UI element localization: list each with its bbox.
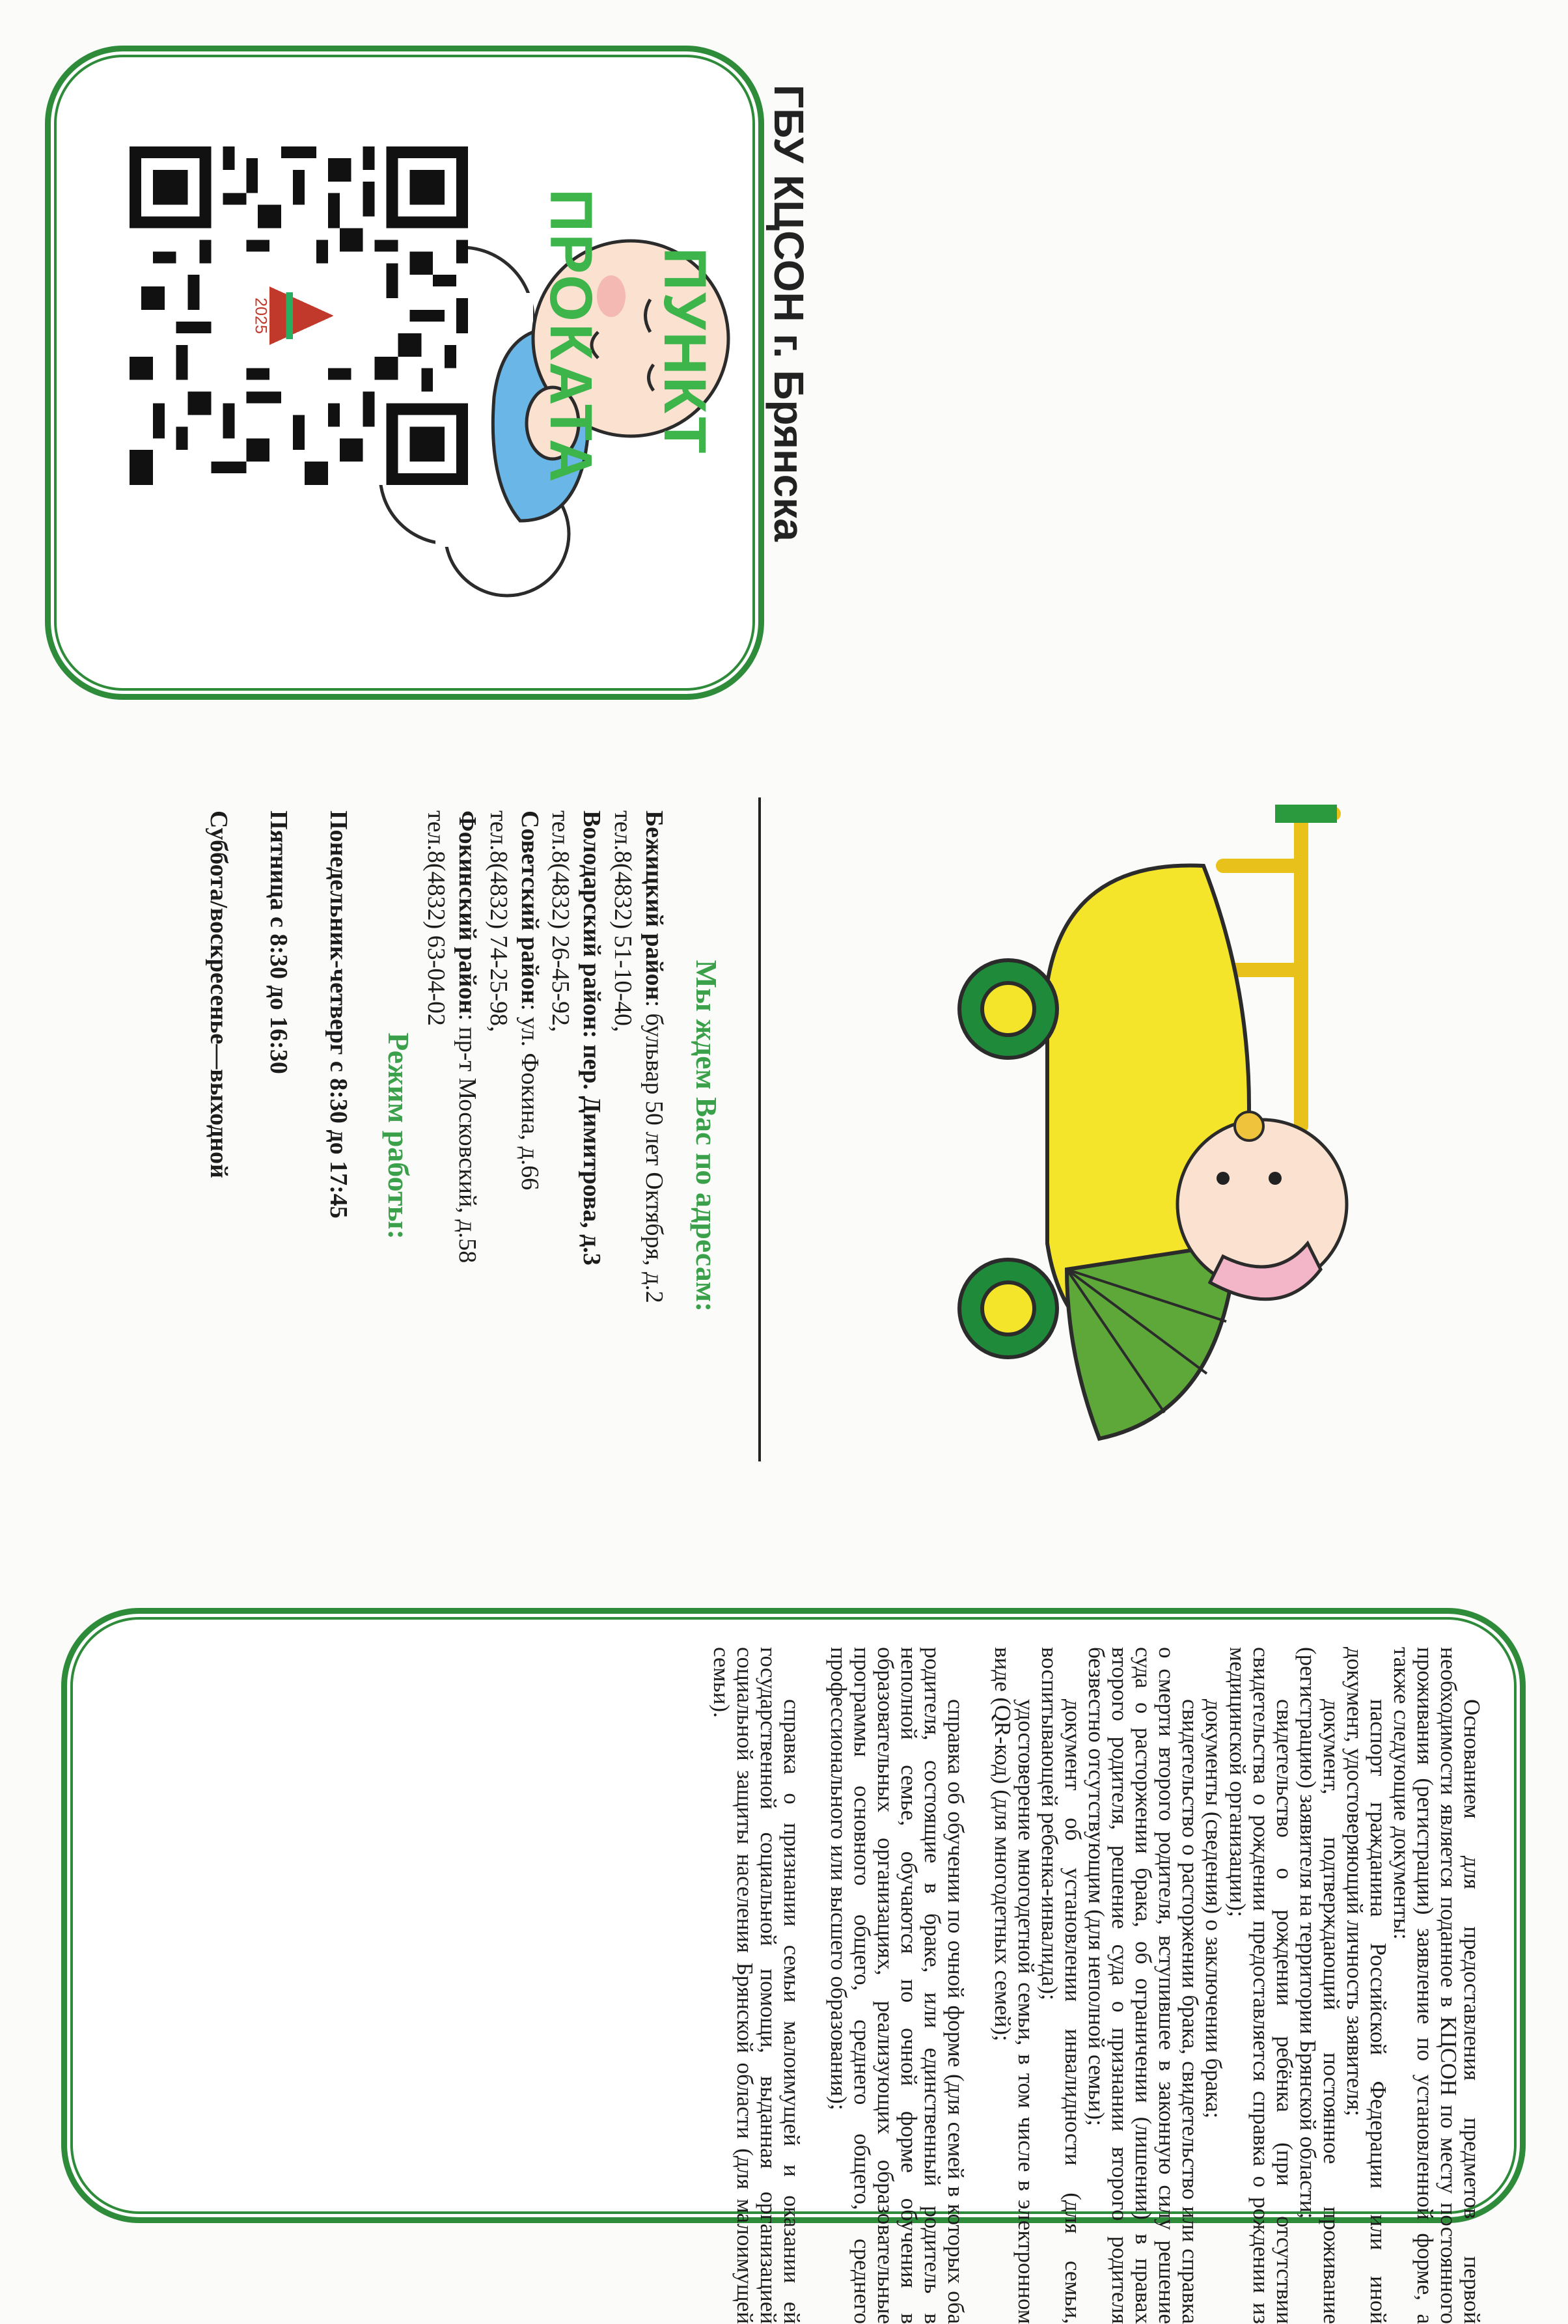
qr-logo-year: 2025 [251, 297, 270, 334]
document-item: справка об обучении по очной форме (для семей в которых оба родителя, состоящие в браке, или единственный родитель в неполной семье, обучаются по очной форме обучения в образовательных организациях, реализующих образовательные программы основного общего, среднего общего, среднего профессионального или высшего образования); [825, 1647, 969, 2324]
office-sovetsky-phone: тел.8(4832) 74-25-98, [484, 810, 512, 1032]
qr-code[interactable] [130, 146, 468, 485]
schedule-weekend: Суббота/воскресенье—выходной [205, 810, 233, 1178]
document-item: паспорт гражданина Российской Федерации или иной документ, удостоверяющий личность заявителя; [1341, 1647, 1391, 2324]
document-item: документы (сведения) о заключении брака; [1201, 1699, 1227, 2119]
office-sovetsky: Советский район: ул. Фокина, д.66 [516, 810, 543, 1191]
addresses-section [174, 810, 725, 1461]
addresses-heading: Мы ждем Вас по адресам: [690, 960, 723, 1312]
office-bezhitsky: Бежицкий район: бульвар 50 лет Октября, д.2 [640, 810, 668, 1303]
office-volodarsky-phone: тел.8(4832) 26-45-92, [547, 810, 575, 1032]
document-item: документ, подтверждающий постоянное проживание (регистрацию) заявителя на территории Брянской области; [1295, 1647, 1344, 2324]
document-item: удостоверение многодетной семьи, в том числе в электронном виде (QR-код) (для многодетных семей); [990, 1647, 1039, 2324]
separator-line [758, 797, 761, 1461]
baby-stroller-illustration [956, 788, 1373, 1452]
schedule-heading: Режим работы: [382, 1032, 416, 1239]
document-item: справка о признании семьи малоимущей и оказании ей государственной социальной помощи, выданная организацией социальной защиты населения Брянской области (для малоимущей семьи). [708, 1647, 805, 2324]
title-line-1: ПУНКТ [652, 247, 718, 456]
document-item: свидетельство о рождении ребёнка (при отсутствии свидетельства о рождении предоставляется справка о рождении из медицинской организации); [1224, 1647, 1297, 2324]
document-item: документ об установлении инвалидности (для семьи, воспитывающей ребенка-инвалида); [1037, 1647, 1086, 2324]
office-volodarsky: Володарский район: пер. Димитрова, д.3 [578, 810, 606, 1266]
documents-list [709, 1647, 1483, 2324]
title-line-2: ПРОКАТА [538, 189, 604, 484]
documents-intro: Основанием для предоставления предметов первой необходимости является поданное в КЦСОН по месту постоянного проживания (регистрации) заявление по установленной форме, а также следующие документы: [1388, 1647, 1485, 2324]
schedule-weekdays: Понедельник-четверг с 8:30 до 17:45 [325, 810, 353, 1219]
schedule-friday: Пятница с 8:30 до 16:30 [265, 810, 293, 1074]
office-fokinsky: Фокинский район: пр-т Московский, д.58 [453, 810, 481, 1264]
office-fokinsky-phone: тел.8(4832) 63-04-02 [422, 810, 450, 1027]
office-bezhitsky-phone: тел.8(4832) 51-10-40, [609, 810, 637, 1032]
organization-name: ГБУ КЦСОН г. Брянска [765, 85, 812, 542]
document-item: свидетельство о расторжении брака, свидетельство или справка о смерти второго родителя, вступившее в законную силу решение суда о расторжении брака, об ограничении (лишении) в правах второго родителя, решение суда о признании второго родителя безвестно отсутствующим (для неполной семьи); [1084, 1647, 1204, 2324]
